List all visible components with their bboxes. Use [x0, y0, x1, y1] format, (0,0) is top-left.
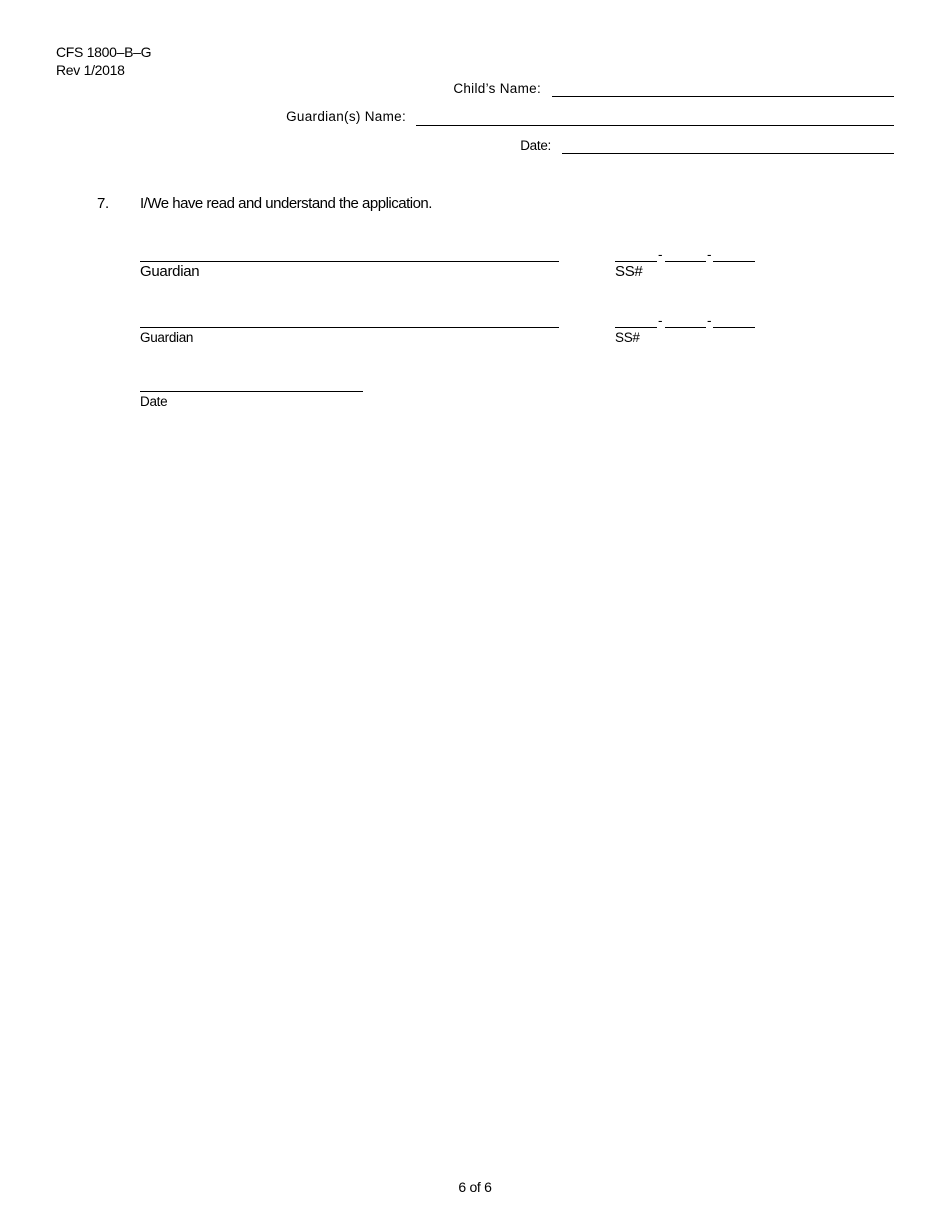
guardian-label-1: Guardian	[140, 263, 200, 280]
childs-name-label: Child’s Name:	[453, 81, 541, 96]
ss-label-1: SS#	[615, 263, 643, 280]
ss-part1-1[interactable]	[615, 261, 657, 262]
form-number: CFS 1800–B–G	[56, 44, 152, 60]
section-number: 7.	[97, 195, 109, 212]
guardian-signature-line-2[interactable]	[140, 327, 559, 328]
ss-part2-1[interactable]	[665, 261, 706, 262]
ss-dash: -	[658, 313, 663, 328]
ss-part2-2[interactable]	[665, 327, 706, 328]
guardians-name-label: Guardian(s) Name:	[286, 109, 406, 124]
ss-dash: -	[707, 247, 712, 262]
childs-name-field[interactable]	[552, 96, 894, 97]
date-label: Date:	[520, 138, 551, 153]
guardian-label-2: Guardian	[140, 330, 194, 345]
guardian-signature-line-1[interactable]	[140, 261, 559, 262]
date-signature-label: Date	[140, 394, 168, 409]
section-statement: I/We have read and understand the application.	[140, 195, 432, 212]
ss-dash: -	[707, 313, 712, 328]
ss-part3-1[interactable]	[713, 261, 755, 262]
ss-label-2: SS#	[615, 330, 640, 345]
ss-part3-2[interactable]	[713, 327, 755, 328]
date-field[interactable]	[562, 153, 894, 154]
guardians-name-field[interactable]	[416, 125, 894, 126]
revision: Rev 1/2018	[56, 62, 125, 78]
date-signature-line[interactable]	[140, 391, 363, 392]
ss-dash: -	[658, 247, 663, 262]
ss-part1-2[interactable]	[615, 327, 657, 328]
page-number: 6 of 6	[458, 1179, 492, 1195]
